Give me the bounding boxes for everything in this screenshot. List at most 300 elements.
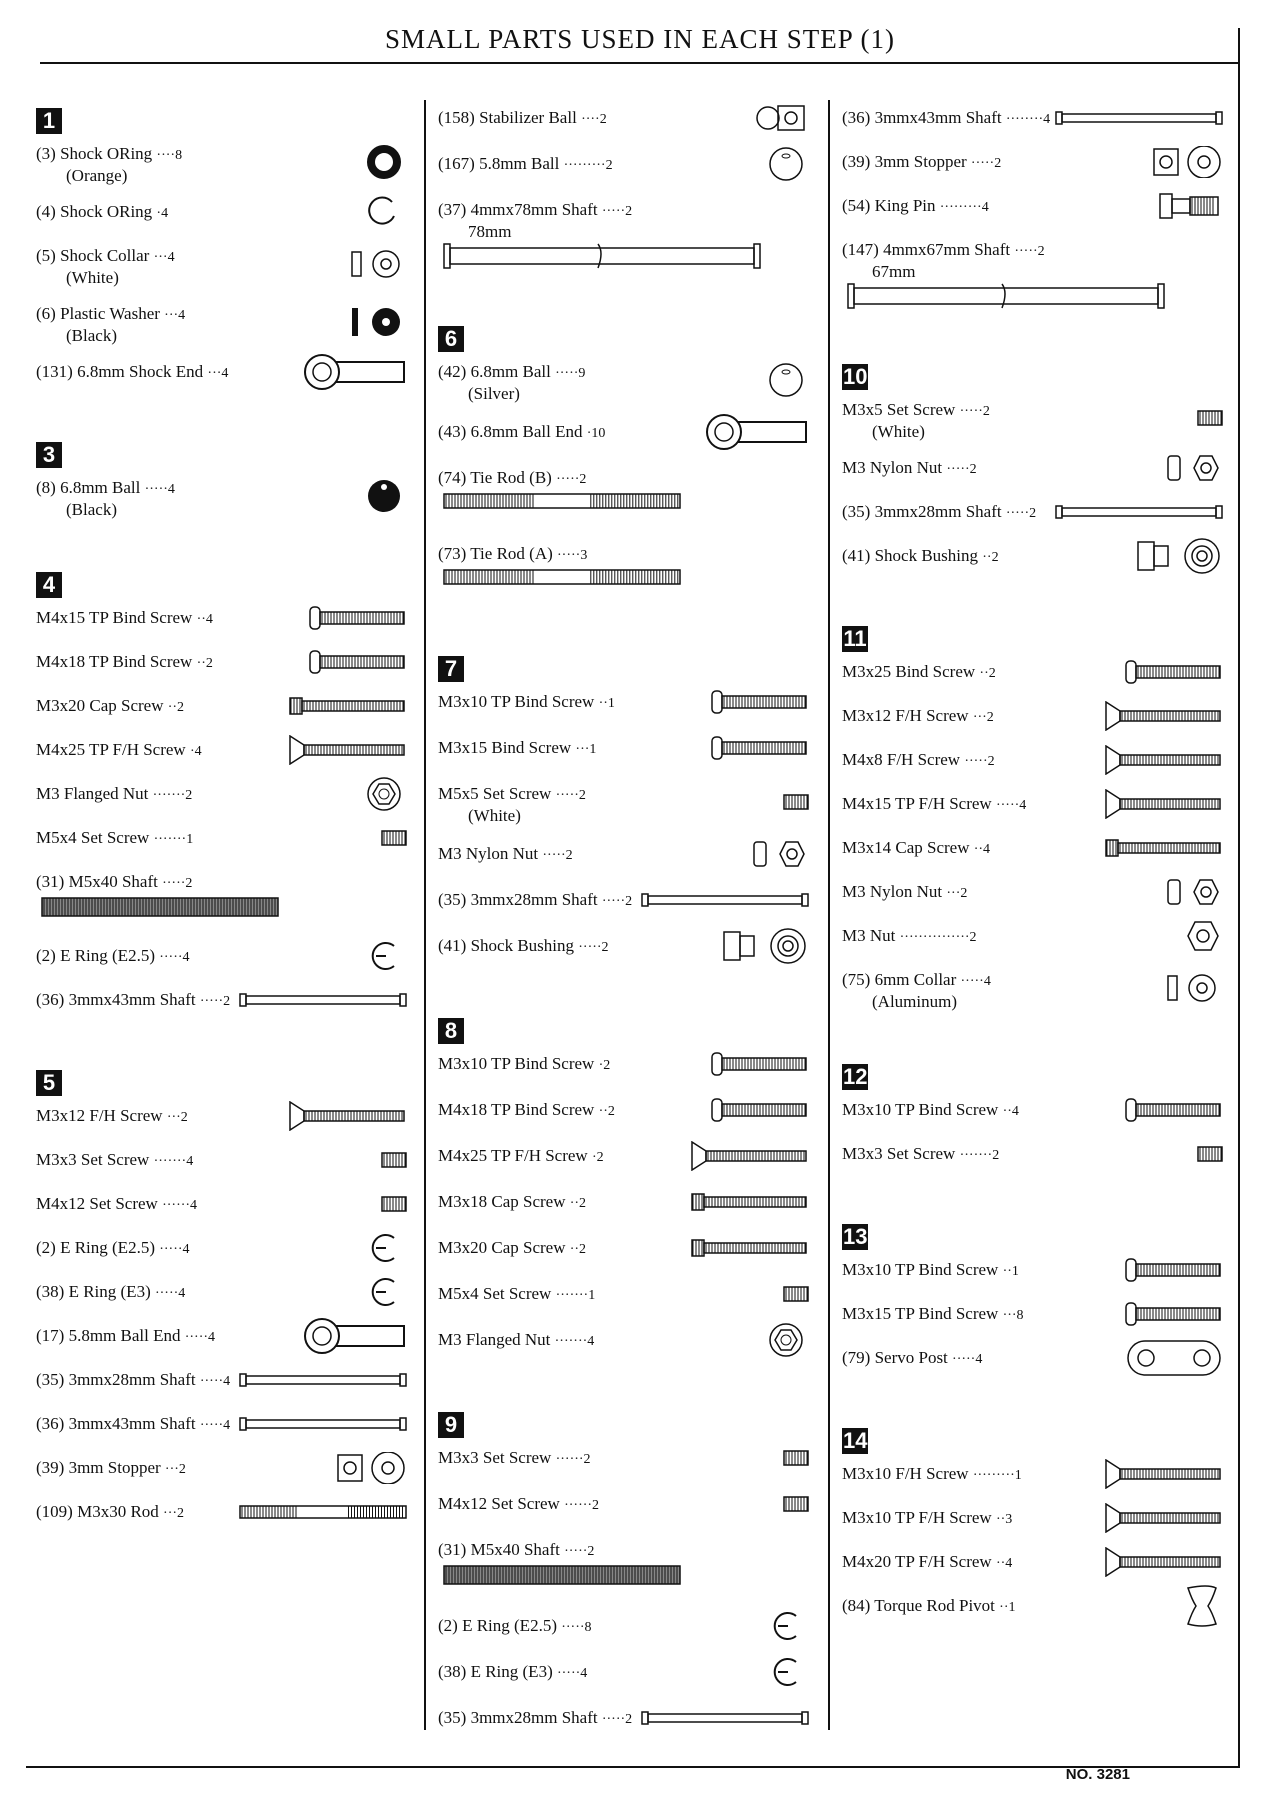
part-list-item — [438, 1284, 595, 1306]
part-label: M4x18 TP Bind Screw — [36, 652, 197, 671]
bind-screw-icon — [1124, 659, 1224, 690]
e-ring-icon — [368, 1277, 408, 1312]
bushing-icon — [722, 927, 810, 970]
part-quantity: ··2 — [982, 550, 999, 565]
part-label: M3 Nut — [842, 926, 900, 945]
part-quantity: ·····4 — [952, 1352, 983, 1367]
threaded-shaft-icon — [40, 896, 280, 923]
part-list-item — [842, 1304, 1024, 1326]
part-label: (39) 3mm Stopper — [842, 152, 971, 171]
part-list-item — [438, 692, 615, 714]
part-quantity: ·····4 — [199, 1374, 231, 1389]
part-label: M3 Flanged Nut — [36, 784, 153, 803]
part-label: (109) M3x30 Rod — [36, 1502, 164, 1521]
part-label: M3x14 Cap Screw — [842, 838, 974, 857]
part-quantity: ·2 — [591, 1150, 604, 1165]
cap-screw-icon — [690, 1238, 810, 1263]
shaft-icon — [238, 992, 408, 1013]
part-quantity: ··2 — [167, 700, 185, 715]
part-list-item — [842, 1508, 1012, 1530]
shaft-icon — [640, 1710, 810, 1731]
part-list-item — [438, 738, 596, 760]
part-quantity: ·····4 — [960, 974, 991, 989]
part-quantity: ·········4 — [939, 200, 989, 215]
part-label: M3x10 TP Bind Screw — [842, 1260, 1003, 1279]
flat-head-screw-icon — [1104, 1503, 1224, 1538]
ball-end-icon — [298, 350, 408, 399]
part-label: M4x15 TP Bind Screw — [36, 608, 197, 627]
part-label: (158) Stabilizer Ball — [438, 108, 582, 127]
step-number-badge: 7 — [438, 656, 464, 682]
part-list-item — [842, 1260, 1019, 1282]
part-quantity: ···4 — [207, 366, 229, 381]
part-quantity: ······2 — [555, 1452, 591, 1467]
part-label: (36) 3mmx43mm Shaft — [36, 990, 200, 1009]
part-label: M3x3 Set Screw — [438, 1448, 556, 1467]
part-list-item — [36, 1106, 188, 1128]
part-list-item — [36, 1458, 186, 1480]
part-label: (36) 3mmx43mm Shaft — [36, 1414, 200, 1433]
part-list-item — [842, 662, 996, 684]
part-quantity: ·····2 — [1014, 244, 1045, 259]
part-label: (31) M5x40 Shaft — [36, 872, 163, 891]
part-quantity: ·····4 — [199, 1418, 231, 1433]
part-quantity: ··4 — [196, 612, 213, 627]
part-quantity: ··2 — [196, 656, 213, 671]
part-list-item — [36, 202, 168, 224]
part-note: (White) — [66, 268, 119, 287]
part-label: (131) 6.8mm Shock End — [36, 362, 208, 381]
part-label: M5x5 Set Screw — [438, 784, 556, 803]
part-list-item — [438, 1330, 594, 1352]
part-list-item — [438, 468, 586, 490]
part-quantity: ·2 — [598, 1058, 611, 1073]
part-list-item — [36, 696, 184, 718]
flanged-nut-icon — [364, 776, 408, 817]
nylon-nut-icon — [1166, 453, 1224, 488]
part-label: M3x10 TP Bind Screw — [438, 692, 599, 711]
part-quantity: ··2 — [569, 1196, 587, 1211]
part-label: M3 Flanged Nut — [438, 1330, 555, 1349]
part-quantity: ·····9 — [555, 366, 586, 381]
part-quantity: ···2 — [166, 1110, 188, 1125]
part-quantity: ···2 — [972, 710, 994, 725]
part-label: M3x10 TP Bind Screw — [438, 1054, 599, 1073]
part-list-item — [36, 304, 185, 346]
part-quantity: ···2 — [164, 1462, 186, 1477]
part-label: M3x5 Set Screw — [842, 400, 960, 419]
part-list-item — [842, 926, 977, 948]
part-label: M3x20 Cap Screw — [438, 1238, 570, 1257]
part-label: (147) 4mmx67mm Shaft — [842, 240, 1015, 259]
part-quantity: ···8 — [1002, 1308, 1024, 1323]
part-list-item — [438, 1238, 586, 1260]
part-quantity: ·····2 — [564, 1544, 595, 1559]
step-number-badge: 6 — [438, 326, 464, 352]
part-label: M4x25 TP F/H Screw — [438, 1146, 592, 1165]
part-list-item — [438, 200, 632, 242]
part-label: M3x15 TP Bind Screw — [842, 1304, 1003, 1323]
part-label: M3x12 F/H Screw — [842, 706, 973, 725]
bushing-icon — [1136, 537, 1224, 580]
set-screw-icon — [782, 1448, 810, 1473]
document-number: NO. 3281 — [1065, 1766, 1130, 1783]
part-label: M3 Nylon Nut — [438, 844, 543, 863]
part-quantity: ·····4 — [159, 1242, 190, 1257]
cap-screw-icon — [288, 696, 408, 721]
set-screw-icon — [1196, 408, 1224, 433]
ball-end-icon — [298, 1314, 408, 1363]
part-label: (4) Shock ORing — [36, 202, 157, 221]
part-quantity: ·····2 — [556, 472, 587, 487]
o-ring-thick-icon — [364, 145, 408, 184]
part-list-item — [842, 1596, 1016, 1618]
part-list-item — [36, 784, 192, 806]
part-list-item — [842, 1464, 1022, 1486]
bottom-rule — [26, 1766, 1240, 1768]
part-label: M3x12 F/H Screw — [36, 1106, 167, 1125]
flat-head-screw-icon — [1104, 745, 1224, 780]
part-list-item — [438, 784, 586, 826]
stabilizer-ball-icon — [754, 103, 810, 138]
part-quantity: ·····2 — [601, 1712, 633, 1727]
part-list-item — [36, 990, 230, 1012]
part-list-item — [842, 794, 1026, 816]
part-quantity: ·····2 — [970, 156, 1002, 171]
part-quantity: ······2 — [564, 1498, 600, 1513]
part-list-item — [842, 502, 1036, 524]
part-list-item — [438, 154, 613, 176]
part-quantity: ·······2 — [959, 1148, 1000, 1163]
part-quantity: ·····3 — [557, 548, 588, 563]
part-list-item — [36, 1370, 230, 1392]
set-screw-icon — [380, 1194, 408, 1219]
part-list-item — [36, 608, 213, 630]
part-label: (35) 3mmx28mm Shaft — [842, 502, 1006, 521]
part-label: M3x3 Set Screw — [842, 1144, 960, 1163]
part-quantity: ·4 — [156, 206, 169, 221]
part-label: (79) Servo Post — [842, 1348, 953, 1367]
part-quantity: ···············2 — [899, 930, 977, 945]
part-quantity: ·····2 — [1005, 506, 1037, 521]
part-label: M3x10 F/H Screw — [842, 1464, 973, 1483]
set-screw-icon — [782, 1284, 810, 1309]
column-divider-right — [828, 100, 830, 1730]
part-quantity: ·4 — [189, 744, 202, 759]
part-list-item — [842, 1100, 1019, 1122]
part-note: 78mm — [468, 222, 512, 241]
tie-rod-icon — [442, 492, 682, 515]
long-shaft-icon — [442, 242, 762, 275]
step-number-badge: 4 — [36, 572, 62, 598]
threaded-shaft-icon — [442, 1564, 682, 1591]
part-list-item — [842, 706, 994, 728]
cap-screw-icon — [690, 1192, 810, 1217]
part-quantity: ········4 — [1005, 112, 1051, 127]
flat-head-screw-icon — [1104, 1459, 1224, 1494]
e-ring-icon — [368, 941, 408, 976]
part-list-item — [842, 882, 967, 904]
bind-screw-icon — [308, 649, 408, 680]
part-label: (3) Shock ORing — [36, 144, 157, 163]
part-quantity: ·······1 — [153, 832, 194, 847]
bind-screw-icon — [710, 1051, 810, 1082]
flat-head-screw-icon — [288, 735, 408, 770]
part-list-item — [842, 108, 1050, 130]
part-note: (Orange) — [66, 166, 128, 185]
part-list-item — [36, 362, 228, 384]
part-label: (31) M5x40 Shaft — [438, 1540, 565, 1559]
part-list-item — [36, 1238, 190, 1260]
step-number-badge: 14 — [843, 1428, 868, 1453]
servo-post-icon — [1124, 1340, 1224, 1381]
part-quantity: ··4 — [973, 842, 991, 857]
part-list-item — [438, 936, 609, 958]
part-list-item — [438, 1054, 610, 1076]
part-quantity: ·····4 — [184, 1330, 216, 1345]
e-ring-icon — [770, 1611, 810, 1646]
flat-head-screw-icon — [1104, 701, 1224, 736]
part-note: (White) — [468, 806, 521, 825]
part-label: (35) 3mmx28mm Shaft — [438, 890, 602, 909]
part-note: (Silver) — [468, 384, 520, 403]
part-quantity: ··2 — [569, 1242, 587, 1257]
part-quantity: ··4 — [995, 1556, 1013, 1571]
collar-icon — [348, 247, 408, 286]
bind-screw-icon — [710, 689, 810, 720]
part-list-item — [438, 362, 585, 404]
part-list-item — [842, 838, 990, 860]
part-quantity: ··1 — [999, 1600, 1016, 1615]
part-label: M3x10 TP Bind Screw — [842, 1100, 1003, 1119]
cap-screw-icon — [1104, 838, 1224, 863]
part-label: (38) E Ring (E3) — [36, 1282, 155, 1301]
part-list-item — [842, 400, 990, 442]
o-ring-open-icon — [364, 195, 408, 234]
part-label: M5x4 Set Screw — [438, 1284, 556, 1303]
part-label: (39) 3mm Stopper — [36, 1458, 165, 1477]
part-quantity: ·····2 — [959, 404, 990, 419]
column-divider-left — [424, 100, 426, 1730]
part-label: (2) E Ring (E2.5) — [36, 946, 160, 965]
flat-head-screw-icon — [1104, 1547, 1224, 1582]
part-label: (35) 3mmx28mm Shaft — [438, 1708, 602, 1727]
part-quantity: ·····2 — [162, 876, 193, 891]
part-quantity: ·······1 — [555, 1288, 596, 1303]
part-quantity: ·····2 — [555, 788, 586, 803]
rod-icon — [238, 1504, 408, 1525]
part-label: (167) 5.8mm Ball — [438, 154, 564, 173]
step-number-badge: 13 — [843, 1224, 868, 1249]
part-quantity: ·······4 — [554, 1334, 595, 1349]
part-list-item — [842, 546, 999, 568]
part-label: M3 Nylon Nut — [842, 458, 947, 477]
collar-icon — [1164, 971, 1224, 1010]
part-label: (41) Shock Bushing — [438, 936, 579, 955]
bind-screw-icon — [1124, 1301, 1224, 1332]
part-quantity: ···4 — [164, 308, 186, 323]
part-list-item — [438, 422, 605, 444]
part-label: M3x15 Bind Screw — [438, 738, 576, 757]
part-quantity: ···2 — [946, 886, 968, 901]
part-label: M3x3 Set Screw — [36, 1150, 154, 1169]
part-label: (35) 3mmx28mm Shaft — [36, 1370, 200, 1389]
part-label: M4x8 F/H Screw — [842, 750, 965, 769]
part-quantity: ·········2 — [563, 158, 613, 173]
part-list-item — [842, 1552, 1012, 1574]
part-list-item — [438, 108, 607, 130]
part-list-item — [36, 872, 192, 894]
part-list-item — [36, 1414, 230, 1436]
part-label: (2) E Ring (E2.5) — [36, 1238, 160, 1257]
part-list-item — [438, 1146, 604, 1168]
part-note: (Black) — [66, 500, 117, 519]
washer-icon — [348, 304, 408, 345]
part-label: M3x18 Cap Screw — [438, 1192, 570, 1211]
step-number-badge: 11 — [843, 626, 867, 651]
part-label: M3x10 TP F/H Screw — [842, 1508, 996, 1527]
title-underline — [40, 62, 1240, 64]
part-label: (6) Plastic Washer — [36, 304, 165, 323]
part-label: (2) E Ring (E2.5) — [438, 1616, 562, 1635]
part-label: M4x12 Set Screw — [36, 1194, 163, 1213]
part-quantity: ·····2 — [199, 994, 231, 1009]
part-quantity: ··3 — [995, 1512, 1013, 1527]
set-screw-icon — [1196, 1144, 1224, 1169]
part-quantity: ·····4 — [556, 1666, 588, 1681]
part-label: (41) Shock Bushing — [842, 546, 983, 565]
ball-icon — [766, 361, 810, 404]
part-quantity: ··1 — [598, 696, 615, 711]
nylon-nut-icon — [752, 839, 810, 874]
part-quantity: ·····4 — [154, 1286, 186, 1301]
part-quantity: ·····2 — [542, 848, 573, 863]
part-quantity: ·····4 — [159, 950, 190, 965]
step-number-badge: 3 — [36, 442, 62, 468]
step-number-badge: 12 — [843, 1064, 868, 1089]
shaft-icon — [1054, 504, 1224, 525]
part-quantity: ···4 — [153, 250, 175, 265]
part-list-item — [36, 246, 175, 288]
part-list-item — [36, 1326, 215, 1348]
part-quantity: ·······4 — [153, 1154, 194, 1169]
part-quantity: ····2 — [581, 112, 607, 127]
part-quantity: ··4 — [1002, 1104, 1019, 1119]
step-number-badge: 9 — [438, 1412, 464, 1438]
part-quantity: ·····2 — [964, 754, 995, 769]
part-list-item — [36, 828, 193, 850]
part-list-item — [36, 478, 175, 520]
part-label: (37) 4mmx78mm Shaft — [438, 200, 602, 219]
part-label: (36) 3mmx43mm Shaft — [842, 108, 1006, 127]
flat-head-screw-icon — [1104, 789, 1224, 824]
e-ring-icon — [770, 1657, 810, 1692]
part-label: M3x25 Bind Screw — [842, 662, 980, 681]
stopper-icon — [1152, 146, 1224, 183]
ball-black-icon — [364, 477, 408, 520]
part-quantity: ···2 — [163, 1506, 185, 1521]
part-list-item — [842, 970, 991, 1012]
part-label: (42) 6.8mm Ball — [438, 362, 556, 381]
bind-screw-icon — [308, 605, 408, 636]
ball-end-icon — [700, 410, 810, 459]
part-label: M4x12 Set Screw — [438, 1494, 565, 1513]
step-number-badge: 1 — [36, 108, 62, 134]
tie-rod-icon — [442, 568, 682, 591]
part-quantity: ·····2 — [601, 204, 633, 219]
part-quantity: ·········1 — [972, 1468, 1022, 1483]
set-screw-icon — [782, 1494, 810, 1519]
part-list-item — [438, 1540, 594, 1562]
page-title: SMALL PARTS USED IN EACH STEP (1) — [385, 24, 895, 54]
part-list-item — [438, 1708, 632, 1730]
set-screw-icon — [380, 828, 408, 853]
part-label: (54) King Pin — [842, 196, 940, 215]
part-quantity: ·····2 — [578, 940, 609, 955]
set-screw-icon — [380, 1150, 408, 1175]
bind-screw-icon — [710, 1097, 810, 1128]
part-list-item — [36, 652, 213, 674]
e-ring-icon — [368, 1233, 408, 1268]
part-note: (White) — [872, 422, 925, 441]
shaft-icon — [1054, 110, 1224, 131]
part-list-item — [438, 1662, 587, 1684]
part-note: (Aluminum) — [872, 992, 957, 1011]
part-quantity: ···1 — [575, 742, 597, 757]
part-quantity: ······4 — [162, 1198, 198, 1213]
flanged-nut-icon — [766, 1322, 810, 1363]
part-label: (75) 6mm Collar — [842, 970, 961, 989]
part-quantity: ··1 — [1002, 1264, 1019, 1279]
bind-screw-icon — [1124, 1097, 1224, 1128]
part-list-item — [438, 544, 587, 566]
part-label: M4x15 TP F/H Screw — [842, 794, 996, 813]
part-list-item — [842, 240, 1045, 282]
bind-screw-icon — [1124, 1257, 1224, 1288]
part-quantity: ····8 — [156, 148, 183, 163]
flat-head-screw-icon — [288, 1101, 408, 1136]
part-list-item — [36, 740, 202, 762]
part-quantity: ·····4 — [144, 482, 175, 497]
part-list-item — [842, 458, 977, 480]
step-number-badge: 8 — [438, 1018, 464, 1044]
part-list-item — [438, 890, 632, 912]
part-list-item — [36, 1150, 193, 1172]
part-label: M3 Nylon Nut — [842, 882, 947, 901]
part-list-item — [438, 1494, 599, 1516]
part-label: M4x25 TP F/H Screw — [36, 740, 190, 759]
stopper-icon — [336, 1452, 408, 1489]
part-list-item — [438, 844, 573, 866]
part-list-item — [842, 152, 1001, 174]
part-label: (74) Tie Rod (B) — [438, 468, 557, 487]
part-note: (Black) — [66, 326, 117, 345]
part-label: M3x20 Cap Screw — [36, 696, 168, 715]
part-list-item — [36, 1502, 184, 1524]
torque-rod-pivot-icon — [1182, 1584, 1224, 1633]
part-list-item — [842, 1144, 999, 1166]
part-label: (8) 6.8mm Ball — [36, 478, 145, 497]
flat-head-screw-icon — [690, 1141, 810, 1176]
part-quantity: ··2 — [598, 1104, 615, 1119]
part-label: (84) Torque Rod Pivot — [842, 1596, 1000, 1615]
part-quantity: ··2 — [979, 666, 996, 681]
king-pin-icon — [1158, 192, 1224, 225]
step-number-badge: 10 — [843, 364, 868, 389]
part-label: M5x4 Set Screw — [36, 828, 154, 847]
part-quantity: ·10 — [586, 426, 606, 441]
part-list-item — [438, 1100, 615, 1122]
